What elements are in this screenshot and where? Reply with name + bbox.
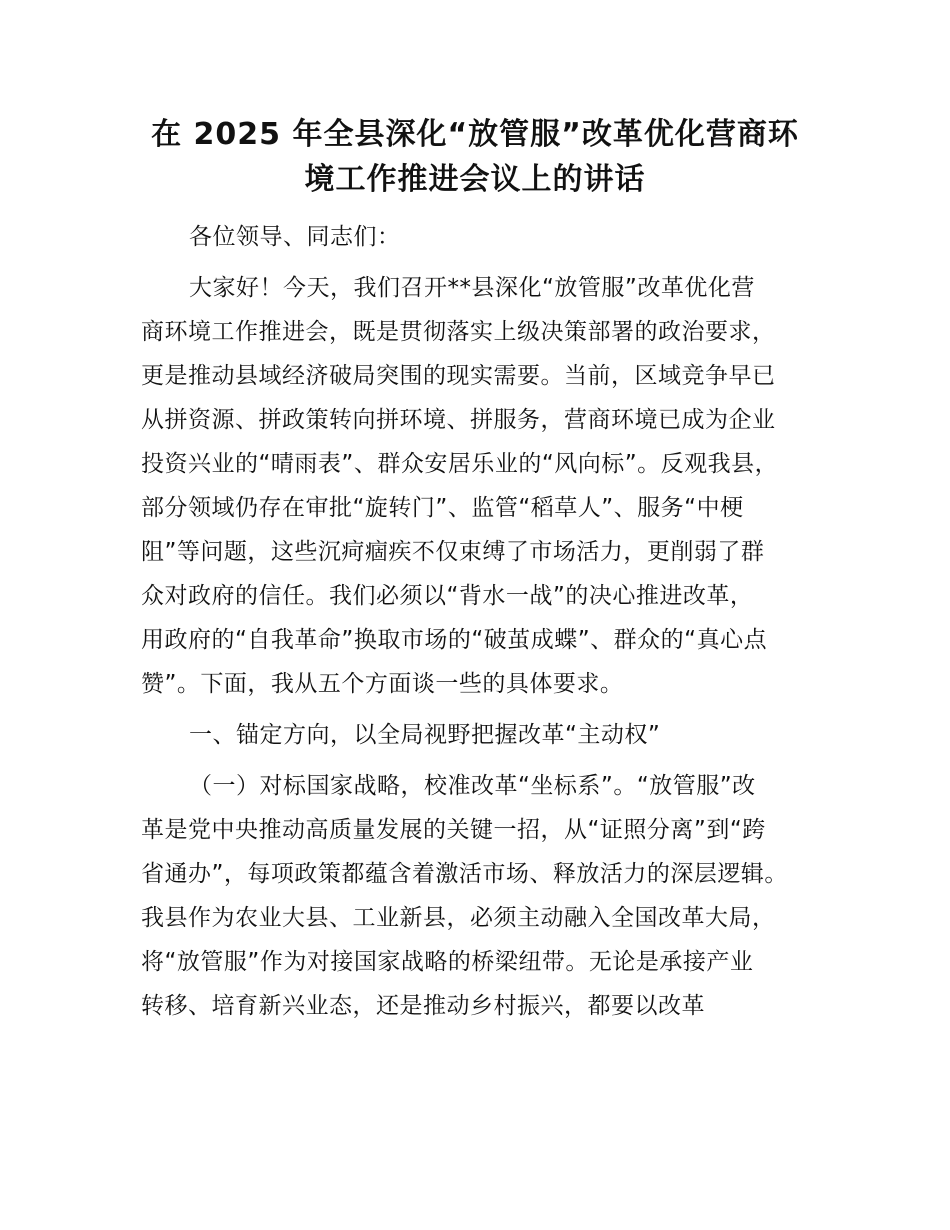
document-title-line-1: 在 2025 年全县深化“放管服”改革优化营商环: [151, 117, 799, 152]
paragraph-2-line: （一）对标国家战略，校准改革“坐标系”。“放管服”改: [189, 773, 756, 799]
paragraph-1-line: 阻”等问题，这些沉疴痼疾不仅束缚了市场活力，更削弱了群: [141, 539, 765, 565]
paragraph-1-line: 大家好！今天，我们召开**县深化“放管服”改革优化营: [189, 275, 755, 301]
paragraph-1-line: 从拼资源、拼政策转向拼环境、拼服务，营商环境已成为企业: [141, 407, 776, 433]
paragraph-2-line: 转移、培育新兴业态，还是推动乡村振兴，都要以改革: [141, 993, 705, 1019]
paragraph-1-line: 投资兴业的“晴雨表”、群众安居乐业的“风向标”。反观我县，: [141, 451, 779, 477]
paragraph-1-line: 众对政府的信任。我们必须以“背水一战”的决心推进改革，: [141, 583, 754, 609]
paragraph-2-line: 我县作为农业大县、工业新县，必须主动融入全国改革大局，: [141, 905, 776, 931]
paragraph-1-line: 部分领域仍存在审批“旋转门”、监管“稻草人”、服务“中梗: [141, 495, 744, 521]
document-title-line-2: 境工作推进会议上的讲话: [304, 162, 646, 197]
paragraph-1-line: 用政府的“自我革命”换取市场的“破茧成蝶”、群众的“真心点: [141, 627, 768, 653]
paragraph-2-line: 革是党中央推动高质量发展的关键一招，从“证照分离”到“跨: [141, 817, 766, 843]
paragraph-1-line: 商环境工作推进会，既是贯彻落实上级决策部署的政治要求，: [141, 319, 776, 345]
section-1-heading: 一、锚定方向，以全局视野把握改革“主动权”: [189, 722, 661, 748]
paragraph-1-line: 更是推动县域经济破局突围的现实需要。当前，区域竞争早已: [141, 363, 776, 389]
paragraph-2-line: 将“放管服”作为对接国家战略的桥梁纽带。无论是承接产业: [141, 949, 754, 975]
paragraph-2-line: 省通办”，每项政策都蕴含着激活市场、释放活力的深层逻辑。: [141, 861, 788, 887]
salutation: 各位领导、同志们：: [189, 224, 401, 250]
paragraph-1-line: 赞”。下面，我从五个方面谈一些的具体要求。: [141, 671, 624, 697]
